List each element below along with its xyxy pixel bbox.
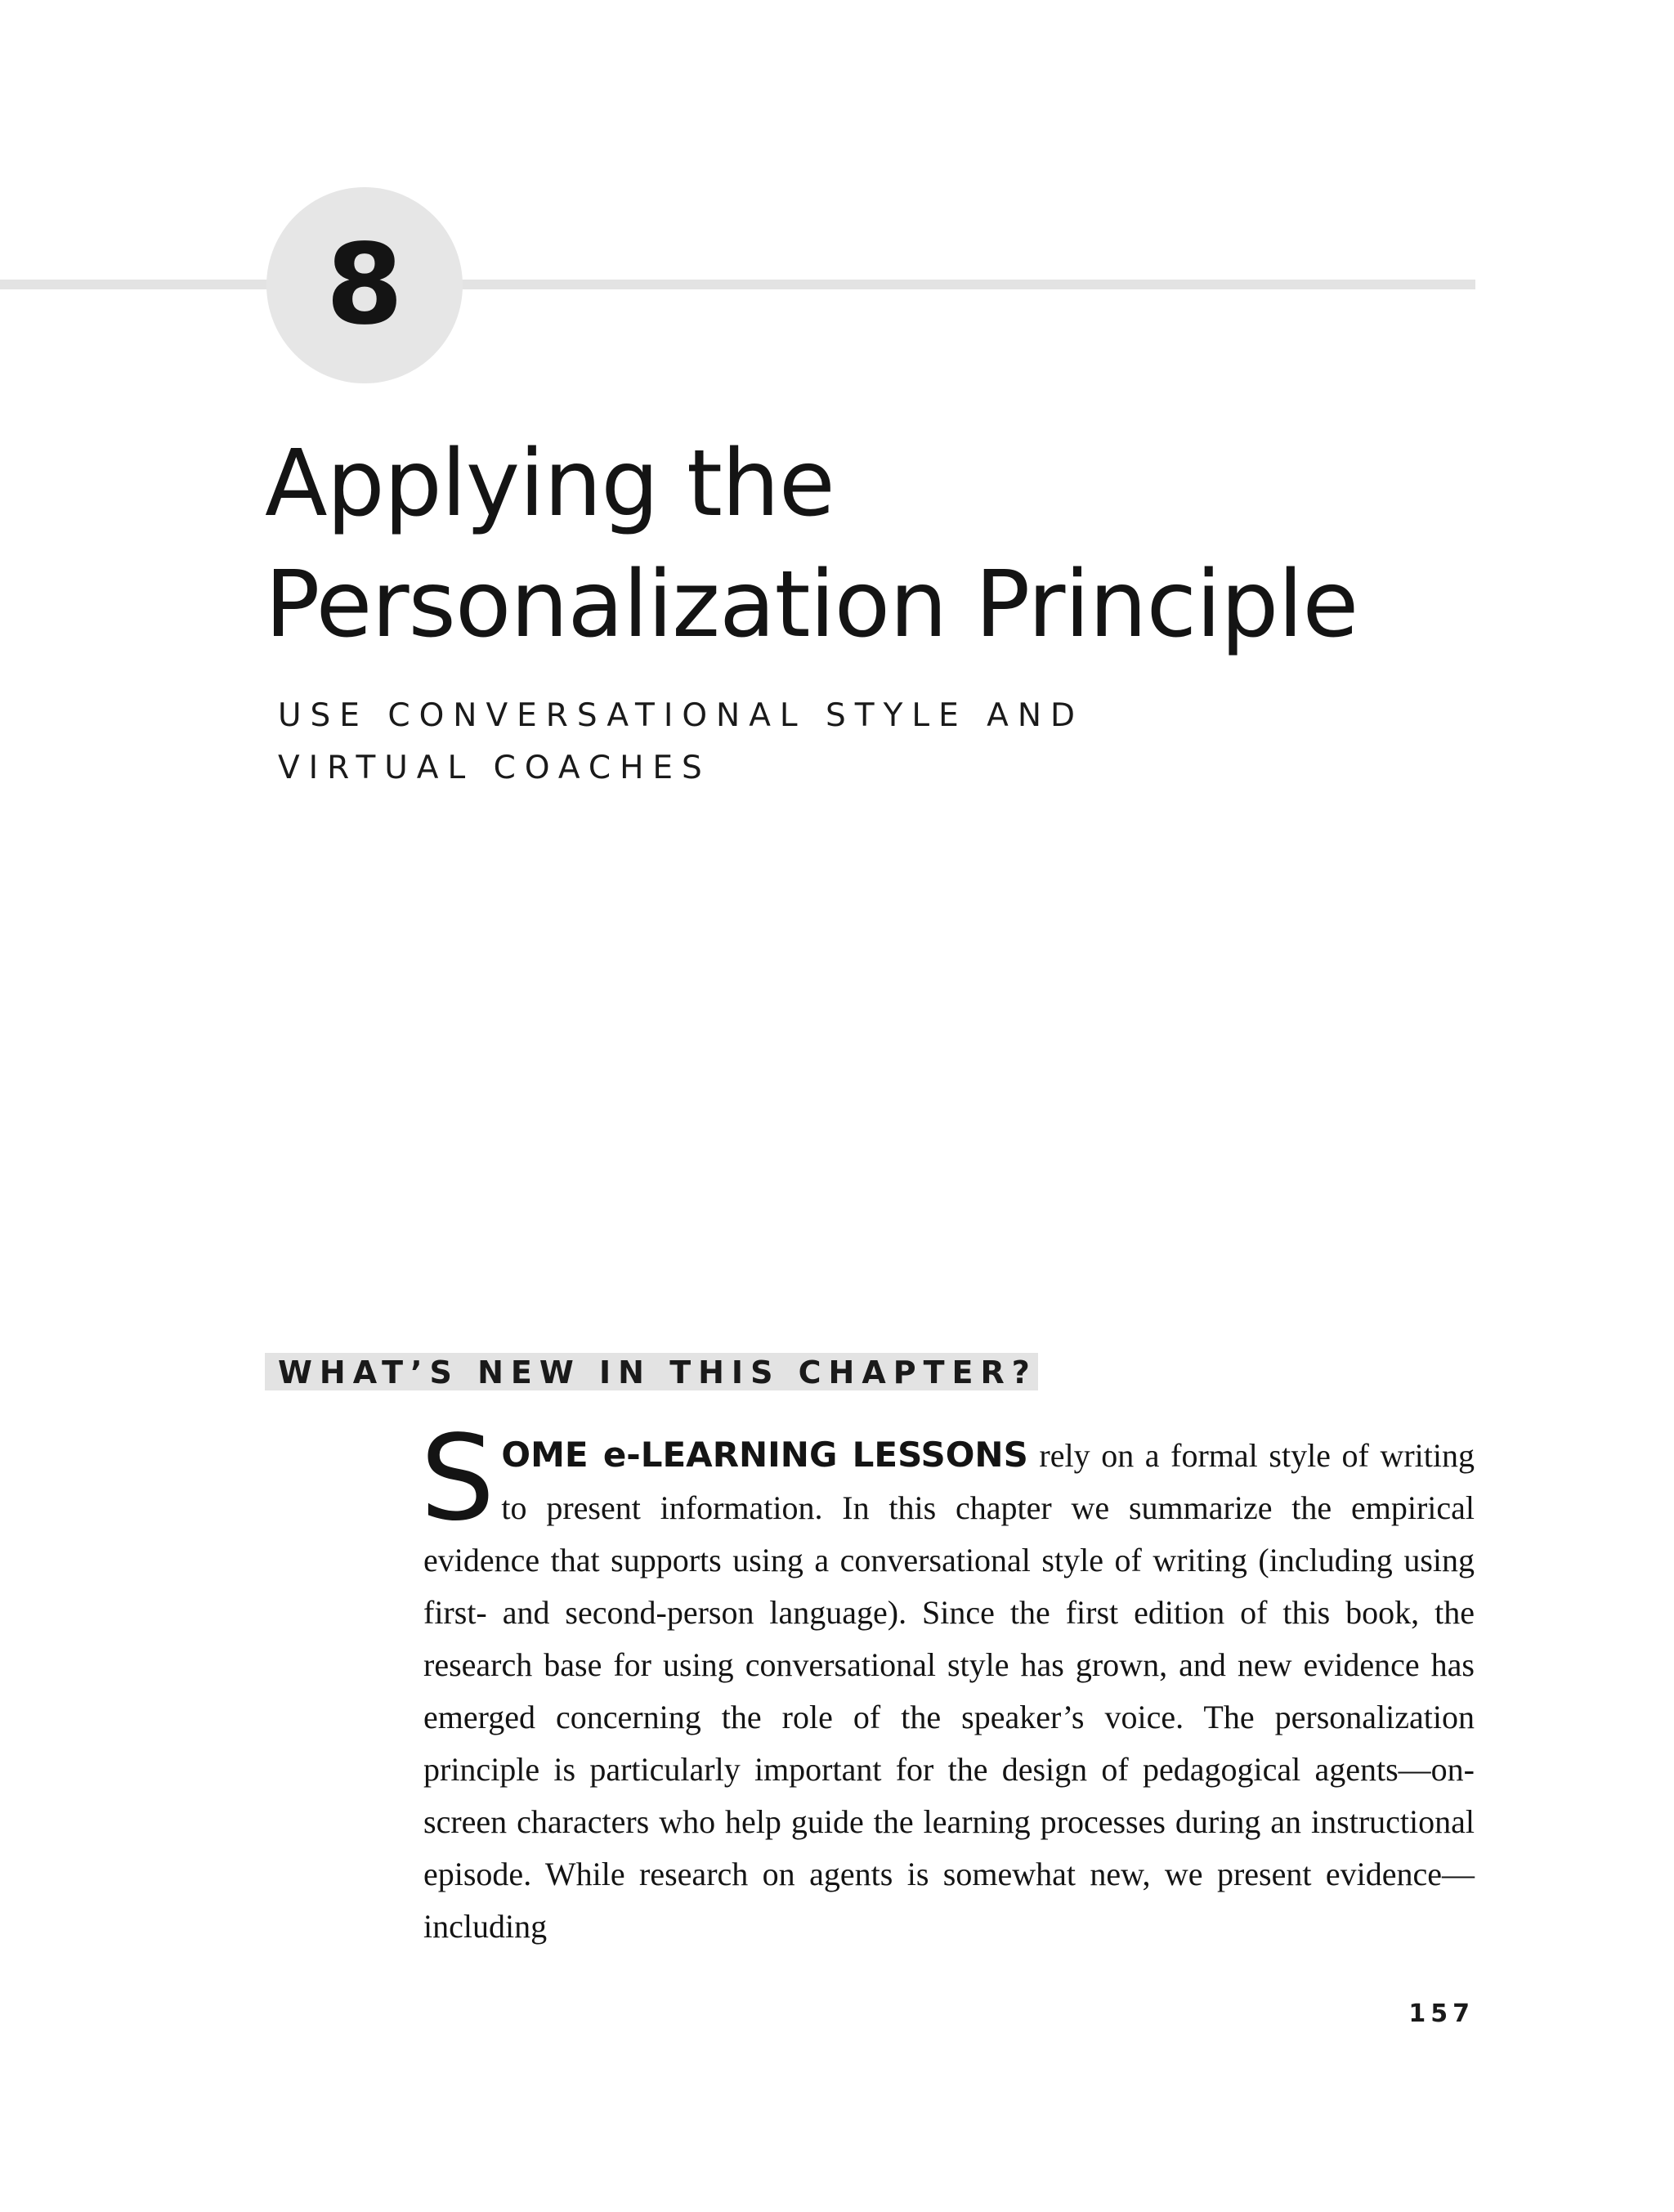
chapter-rule <box>0 280 1475 289</box>
body-text-block <box>420 1409 1475 1953</box>
lead-in: OME e-LEARNING LESSONS <box>501 1435 1028 1475</box>
body-text: rely on a formal style of writing to present information. In this chapter we summarize the empirical evidence that supports using a conversational style of writing (including using first- and second-person language). Since the first edition of this book, the research base for using conversational style has grown, and new evidence has emerged concerning the role of the speaker’s voice. The personalization principle is particularly important for the design of pedagogical agents—on-screen characters who help guide the learning processes during an instructional episode. While research on agents is somewhat new, we present evidence—including <box>423 1437 1475 1945</box>
chapter-title: Applying the Personalization Principle <box>265 431 1358 658</box>
chapter-subtitle-line-2: VIRTUAL COACHES <box>278 750 711 786</box>
page-number: 157 <box>1408 1999 1475 2028</box>
chapter-subtitle <box>278 690 1422 795</box>
body-paragraph <box>420 1409 1475 1953</box>
chapter-number-badge <box>266 187 463 383</box>
chapter-number: 8 <box>325 221 404 350</box>
chapter-subtitle-line-1: USE CONVERSATIONAL STYLE AND <box>278 697 1085 734</box>
section-heading: WHAT’S NEW IN THIS CHAPTER? <box>265 1353 1038 1390</box>
drop-cap: S <box>420 1409 495 1547</box>
